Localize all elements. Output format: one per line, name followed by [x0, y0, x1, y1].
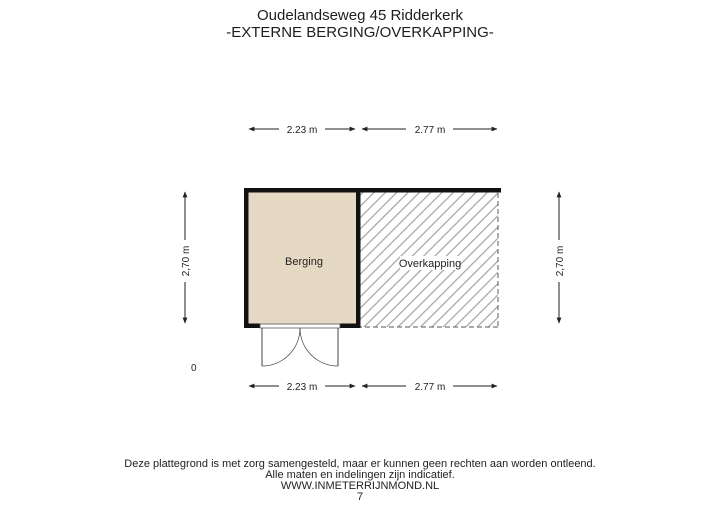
dimension-top-right: 2.77 m [414, 125, 446, 136]
dimension-bottom-right: 2.77 m [414, 382, 446, 393]
website-link[interactable]: WWW.INMETERRIJNMOND.NL [280, 480, 440, 492]
address-title: Oudelandseweg 45 Ridderkerk [257, 7, 463, 24]
dimension-left-height: 2,70 m [181, 245, 192, 277]
door-double [260, 324, 340, 366]
room-berging [248, 192, 358, 325]
disclaimer-line-2: Alle maten en indelingen zijn indicatief. [265, 469, 455, 481]
page-number: 7 [356, 491, 364, 503]
disclaimer-line-1: Deze plattegrond is met zorg samengesteld, maar er kunnen geen rechten aan worden ontleend. [124, 458, 596, 470]
dimension-right [555, 192, 566, 323]
dimension-bottom-left: 2.23 m [286, 382, 318, 393]
dimension-left [181, 192, 192, 323]
dimension-top-left: 2.23 m [286, 125, 318, 136]
orientation-marker: 0 [191, 363, 197, 374]
room-overkapping [357, 189, 498, 327]
dimension-right-height: 2,70 m [555, 245, 566, 277]
dimension-top [249, 125, 497, 136]
room-label-overkapping: Overkapping [398, 258, 462, 270]
plan-subtitle: -EXTERNE BERGING/OVERKAPPING- [226, 24, 494, 41]
dimension-bottom [249, 382, 497, 393]
room-label-berging: Berging [285, 256, 323, 268]
